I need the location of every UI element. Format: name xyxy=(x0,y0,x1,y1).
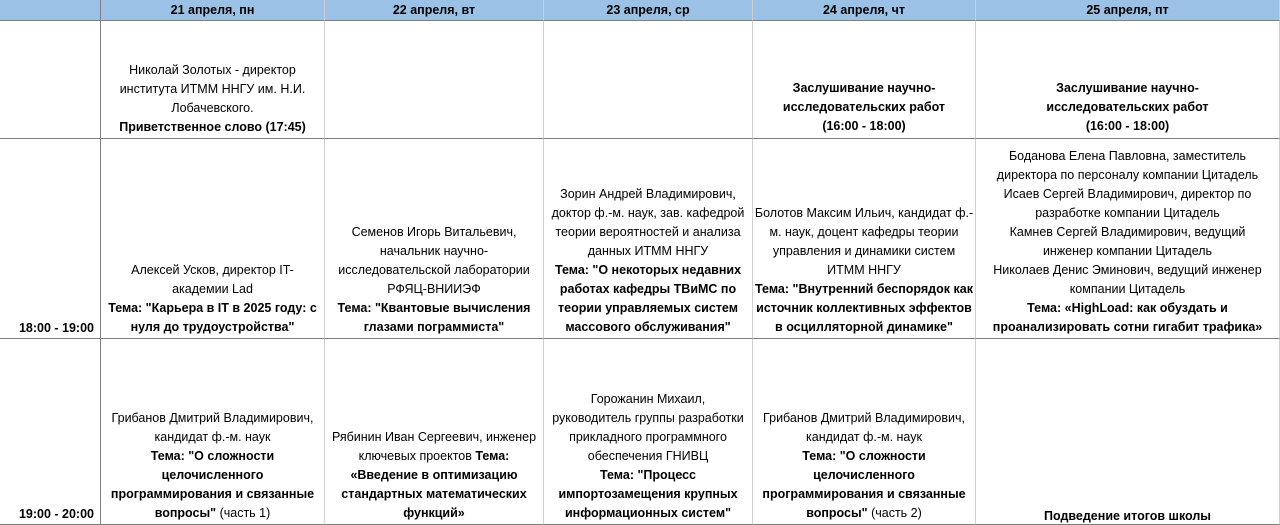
day-header-label: 23 апреля, ср xyxy=(606,3,690,17)
time-cell xyxy=(0,339,101,525)
event-line: руководитель группы разработки xyxy=(552,411,744,425)
event-line: данных ИТММ ННГУ xyxy=(587,244,709,258)
event-line: теории управляемых систем xyxy=(558,301,738,315)
event-line: программирования и связанные xyxy=(762,487,966,501)
event-line: целочисленного xyxy=(161,468,264,482)
event-line: инженер компании Цитадель xyxy=(1042,244,1213,258)
event-line: Тема: "О некоторых недавних xyxy=(554,263,742,277)
event-line: Тема: "Внутренний беспорядок как xyxy=(755,282,973,296)
event-line: Заслушивание научно- xyxy=(1056,81,1199,95)
event-cell xyxy=(753,339,976,525)
event-text xyxy=(754,79,974,136)
event-line: Грибанов Дмитрий Владимирович, xyxy=(763,411,965,425)
event-line: программирования и связанные xyxy=(110,487,315,501)
event-line: РФЯЦ-ВНИИЭФ xyxy=(387,282,481,296)
event-line: Лобачевского. xyxy=(171,101,254,115)
day-header-label: 21 апреля, пн xyxy=(170,3,255,17)
event-cell xyxy=(325,139,544,339)
event-text xyxy=(326,223,542,337)
event-line: исследовательской лаборатории xyxy=(338,263,530,277)
header-corner-cell xyxy=(0,0,101,21)
day-header-label: 22 апреля, вт xyxy=(392,3,476,17)
event-line: Николаев Денис Эминович, ведущий инженер xyxy=(993,263,1262,277)
event-line: института ИТММ ННГУ им. Н.И. xyxy=(119,82,306,96)
event-line: Тема: "Квантовые вычисления xyxy=(337,301,531,315)
event-cell xyxy=(101,339,325,525)
event-cell xyxy=(976,21,1280,139)
event-line: Исаев Сергей Владимирович, директор по xyxy=(1003,187,1252,201)
event-cell xyxy=(753,139,976,339)
event-text xyxy=(545,390,751,523)
event-line: вопросы" (часть 2) xyxy=(806,506,922,520)
event-line: теории вероятностей и анализа xyxy=(555,225,741,239)
event-cell xyxy=(101,21,325,139)
event-cell xyxy=(976,139,1280,339)
event-line-suffix: (часть 2) xyxy=(867,506,922,520)
event-line: (16:00 - 18:00) xyxy=(1085,119,1170,133)
event-text xyxy=(102,61,323,137)
event-line: Заслушивание научно- xyxy=(792,81,936,95)
day-header-cell xyxy=(544,0,753,21)
schedule-row-19-20 xyxy=(0,339,1280,525)
event-cell xyxy=(544,339,753,525)
event-line: вопросы" (часть 1) xyxy=(154,506,271,520)
schedule-row-opening xyxy=(0,21,1280,139)
event-text xyxy=(754,204,974,337)
day-header-cell xyxy=(325,0,544,21)
event-line: Горожанин Михаил, xyxy=(590,392,706,406)
event-line: Тема: «HighLoad: как обуздать и xyxy=(1027,301,1228,315)
event-cell xyxy=(544,139,753,339)
event-line: Грибанов Дмитрий Владимирович, xyxy=(111,411,314,425)
event-line: Алексей Усков, директор IT- xyxy=(131,263,294,277)
event-line: доктор ф.-м. наук, зав. кафедрой xyxy=(551,206,745,220)
event-line: Тема: "О сложности xyxy=(150,449,275,463)
event-cell xyxy=(101,139,325,339)
event-text xyxy=(545,185,751,337)
event-line: м. наук, доцент кафедры теории xyxy=(769,225,959,239)
event-line: кандидат ф.-м. наук xyxy=(154,430,271,444)
event-cell xyxy=(325,339,544,525)
event-line: начальник научно- xyxy=(379,244,489,258)
event-text xyxy=(977,507,1278,525)
event-line: ключевых проектов Тема: xyxy=(358,449,510,463)
event-line: нуля до трудоустройства" xyxy=(130,320,295,334)
event-line-suffix: Тема: xyxy=(471,449,510,463)
event-line: импортозамещения крупных xyxy=(558,487,738,501)
day-header-cell xyxy=(101,0,325,21)
event-line: Тема: "Процесс xyxy=(599,468,697,482)
event-line: разработке компании Цитадель xyxy=(1035,206,1220,220)
event-line: целочисленного xyxy=(813,468,915,482)
event-text xyxy=(754,409,974,523)
event-line: Приветственное слово (17:45) xyxy=(119,120,306,134)
day-header-cell xyxy=(976,0,1280,21)
event-line: академии Lad xyxy=(172,282,253,296)
event-line: в осцилляторной динамике" xyxy=(775,320,953,334)
event-cell xyxy=(753,21,976,139)
event-line: (16:00 - 18:00) xyxy=(822,119,906,133)
event-cell xyxy=(544,21,753,139)
event-text xyxy=(102,261,323,337)
event-line: обеспечения ГНИВЦ xyxy=(587,449,709,463)
event-line: управления и динамики систем xyxy=(772,244,956,258)
time-label: 19:00 - 20:00 xyxy=(18,507,94,521)
time-cell xyxy=(0,21,101,139)
event-line: Тема: "Карьера в IT в 2025 году: с xyxy=(108,301,317,315)
event-line: работах кафедры ТВиМС по xyxy=(559,282,737,296)
event-line: Николай Золотых - директор xyxy=(129,63,296,77)
time-cell xyxy=(0,139,101,339)
event-line: исследовательских работ xyxy=(1046,100,1209,114)
header-row xyxy=(0,0,1280,21)
event-line: массового обслуживания" xyxy=(565,320,731,334)
event-line: ИТММ ННГУ xyxy=(827,263,901,277)
event-line: Зорин Андрей Владимирович, xyxy=(560,187,736,201)
event-cell xyxy=(325,21,544,139)
event-text xyxy=(977,79,1278,136)
event-line: Рябинин Иван Сергеевич, инженер xyxy=(331,430,537,444)
event-line: Камнев Сергей Владимирович, ведущий xyxy=(1009,225,1246,239)
event-cell xyxy=(976,339,1280,525)
event-line: стандартных математических xyxy=(341,487,527,501)
day-header-label: 24 апреля, чт xyxy=(822,3,906,17)
event-line: Подведение итогов школы xyxy=(1044,509,1211,523)
event-line: компании Цитадель xyxy=(1069,282,1186,296)
event-line: кандидат ф.-м. наук xyxy=(806,430,922,444)
event-text xyxy=(977,147,1278,337)
event-text xyxy=(326,428,542,523)
event-line: функций» xyxy=(403,506,465,520)
event-line: Боданова Елена Павловна, заместитель xyxy=(1008,149,1247,163)
event-line: прикладного программного xyxy=(569,430,727,444)
time-label: 18:00 - 19:00 xyxy=(18,321,94,335)
day-header-label: 25 апреля, пт xyxy=(1086,3,1169,17)
schedule-row-18-19 xyxy=(0,139,1280,339)
event-line: Болотов Максим Ильич, кандидат ф.- xyxy=(754,206,974,220)
event-line: информационных систем" xyxy=(564,506,732,520)
event-line-suffix: (часть 1) xyxy=(216,506,271,520)
event-line: Тема: "О сложности xyxy=(802,449,926,463)
event-text xyxy=(102,409,323,523)
event-line: Семенов Игорь Витальевич, xyxy=(351,225,517,239)
event-line: проанализировать сотни гигабит трафика» xyxy=(992,320,1263,334)
event-line: «Введение в оптимизацию xyxy=(350,468,518,482)
event-line: источник коллективных эффектов xyxy=(756,301,972,315)
event-line: исследовательских работ xyxy=(782,100,946,114)
day-header-cell xyxy=(753,0,976,21)
event-line: директора по персоналу компании Цитадель xyxy=(996,168,1259,182)
event-line: глазами пограммиста" xyxy=(363,320,505,334)
